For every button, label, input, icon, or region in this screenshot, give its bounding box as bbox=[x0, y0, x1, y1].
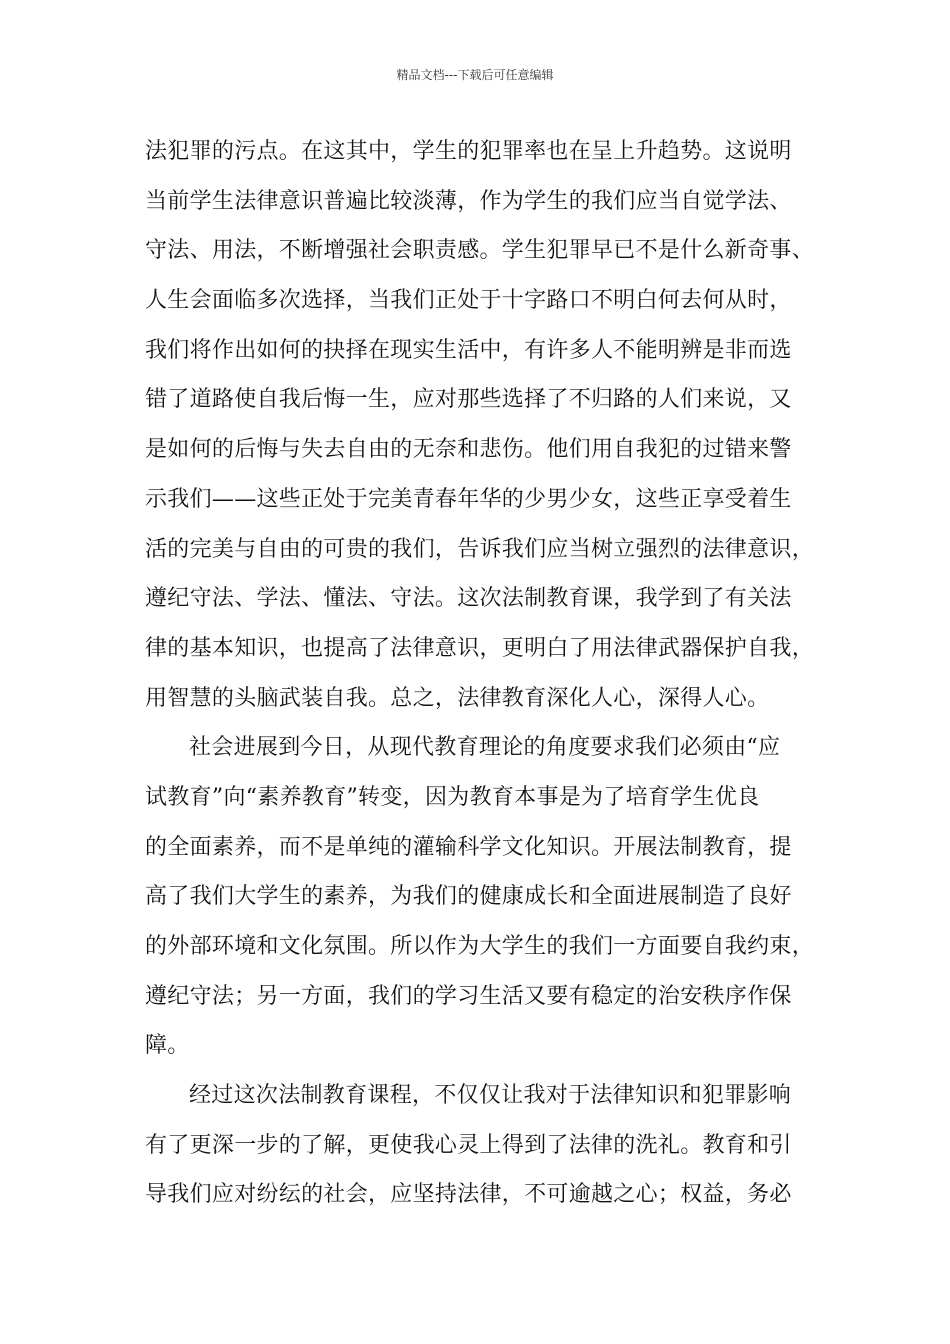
text-line: 我们将作出如何的抉择在现实生活中，有许多人不能明辨是非而选 bbox=[145, 337, 792, 363]
paragraph-start-line: 社会进展到今日，从现代教育理论的角度要求我们必须由“应 bbox=[189, 735, 781, 761]
text-line: 律的基本知识，也提高了法律意识，更明白了用法律武器保护自我， bbox=[145, 635, 815, 661]
text-line: 遵纪守法、学法、懂法、守法。这次法制教育课，我学到了有关法 bbox=[145, 586, 792, 612]
text-line: 遵纪守法；另一方面，我们的学习生活又要有稳定的治安秩序作保 bbox=[145, 983, 792, 1009]
text-line: 法犯罪的污点。在这其中，学生的犯罪率也在呈上升趋势。这说明 bbox=[145, 139, 792, 164]
text-line: 的全面素养，而不是单纯的灌输科学文化知识。开展法制教育，提 bbox=[145, 834, 792, 860]
text-line: 的外部环境和文化氛围。所以作为大学生的我们一方面要自我约束， bbox=[145, 934, 815, 959]
text-line: 障。 bbox=[145, 1033, 190, 1059]
paragraph-start-line: 经过这次法制教育课程，不仅仅让我对于法律知识和犯罪影响 bbox=[189, 1083, 792, 1109]
text-line: 守法、用法，不断增强社会职责感。学生犯罪早已不是什么新奇事、 bbox=[145, 238, 815, 264]
text-line: 人生会面临多次选择，当我们正处于十字路口不明白何去何从时， bbox=[145, 288, 792, 314]
document-body bbox=[145, 127, 835, 1220]
page-header: 精品文档---下载后可任意编辑 bbox=[396, 68, 554, 82]
text-line: 试教育”向“素养教育”转变，因为教育本事是为了培育学生优良 bbox=[145, 784, 760, 810]
text-line: 当前学生法律意识普遍比较淡薄，作为学生的我们应当自觉学法、 bbox=[145, 188, 792, 214]
text-line: 活的完美与自由的可贵的我们，告诉我们应当树立强烈的法律意识， bbox=[145, 536, 815, 562]
text-line: 示我们——这些正处于完美青春年华的少男少女，这些正享受着生 bbox=[145, 486, 792, 512]
text-line: 导我们应对纷纭的社会，应坚持法律，不可逾越之心；权益，务必 bbox=[145, 1182, 792, 1208]
text-line: 是如何的后悔与失去自由的无奈和悲伤。他们用自我犯的过错来警 bbox=[145, 437, 792, 463]
text-line: 错了道路使自我后悔一生，应对那些选择了不归路的人们来说，又 bbox=[145, 387, 792, 413]
text-line: 有了更深一步的了解，更使我心灵上得到了法律的洗礼。教育和引 bbox=[145, 1132, 792, 1158]
text-line: 高了我们大学生的素养，为我们的健康成长和全面进展制造了良好 bbox=[145, 884, 792, 910]
text-line: 用智慧的头脑武装自我。总之，法律教育深化人心，深得人心。 bbox=[145, 685, 770, 711]
